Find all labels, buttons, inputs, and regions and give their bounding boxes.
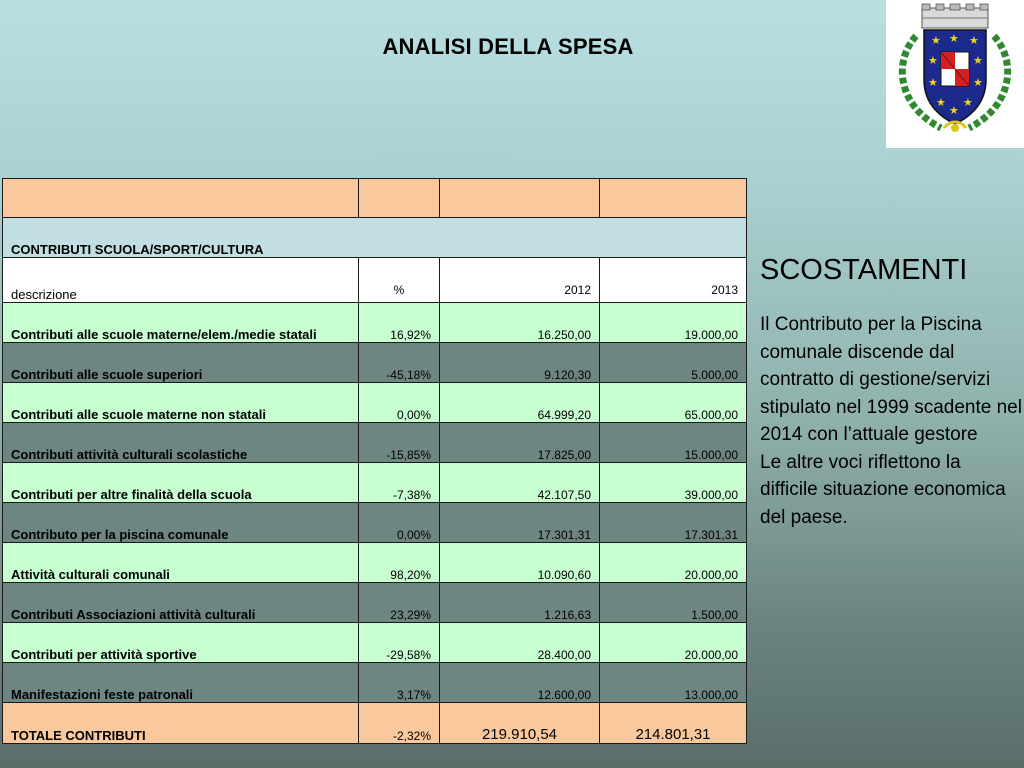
row-2012: 1.216,63 — [440, 583, 600, 623]
row-percent: -7,38% — [359, 463, 440, 503]
row-description: Contributi per altre finalità della scuola — [3, 463, 359, 503]
svg-text:★: ★ — [973, 54, 983, 67]
row-description: Contributi alle scuole superiori — [3, 343, 359, 383]
row-2013: 15.000,00 — [600, 423, 747, 463]
col-header-2012: 2012 — [440, 258, 600, 303]
table-row — [3, 663, 747, 703]
row-2013: 20.000,00 — [600, 623, 747, 663]
row-description: Contributi alle scuole materne/elem./medie statali — [3, 303, 359, 343]
table-row — [3, 623, 747, 663]
header-cell — [3, 179, 359, 218]
svg-text:★: ★ — [936, 96, 946, 109]
row-description: Contributi alle scuole materne non statali — [3, 383, 359, 423]
table-row — [3, 303, 747, 343]
coat-of-arms-icon — [886, 0, 1024, 148]
row-percent: 16,92% — [359, 303, 440, 343]
row-description: Contributi attività culturali scolastiche — [3, 423, 359, 463]
row-2012: 12.600,00 — [440, 663, 600, 703]
total-label: TOTALE CONTRIBUTI — [3, 703, 359, 744]
table-row — [3, 583, 747, 623]
row-description: Contributi Associazioni attività culturali — [3, 583, 359, 623]
row-percent: 0,00% — [359, 503, 440, 543]
row-2012: 64.999,20 — [440, 383, 600, 423]
scostamenti-panel — [760, 254, 1022, 531]
header-cell — [440, 179, 600, 218]
row-percent: -45,18% — [359, 343, 440, 383]
total-2013: 214.801,31 — [600, 703, 747, 744]
row-2013: 65.000,00 — [600, 383, 747, 423]
row-percent: 98,20% — [359, 543, 440, 583]
expense-table — [2, 178, 747, 744]
table-row — [3, 343, 747, 383]
svg-text:★: ★ — [928, 76, 938, 89]
svg-text:★: ★ — [949, 104, 959, 117]
total-2012: 219.910,54 — [440, 703, 600, 744]
row-2013: 17.301,31 — [600, 503, 747, 543]
row-2012: 42.107,50 — [440, 463, 600, 503]
col-header-2013: 2013 — [600, 258, 747, 303]
col-header-descrizione: descrizione — [3, 258, 359, 303]
svg-text:★: ★ — [963, 96, 973, 109]
header-cell — [600, 179, 747, 218]
svg-text:★: ★ — [931, 34, 941, 47]
row-percent: -29,58% — [359, 623, 440, 663]
row-2013: 1.500,00 — [600, 583, 747, 623]
table-row — [3, 463, 747, 503]
row-percent: 0,00% — [359, 383, 440, 423]
total-percent: -2,32% — [359, 703, 440, 744]
table-row — [3, 423, 747, 463]
row-2012: 17.825,00 — [440, 423, 600, 463]
slide-title: ANALISI DELLA SPESA — [382, 34, 634, 59]
row-description: Attività culturali comunali — [3, 543, 359, 583]
row-2013: 13.000,00 — [600, 663, 747, 703]
header-cell — [359, 179, 440, 218]
scostamenti-paragraph-1: Il Contributo per la Piscina comunale discende dal contratto di gestione/servizi stipulato nel 1999 scadente nel 2014 con l’attuale gestore — [760, 314, 1022, 445]
section-title: CONTRIBUTI SCUOLA/SPORT/CULTURA — [3, 218, 747, 258]
row-description: Contributo per la piscina comunale — [3, 503, 359, 543]
scostamenti-heading: SCOSTAMENTI — [760, 254, 968, 286]
svg-text:★: ★ — [949, 32, 959, 45]
row-2012: 16.250,00 — [440, 303, 600, 343]
row-2012: 9.120,30 — [440, 343, 600, 383]
row-percent: 3,17% — [359, 663, 440, 703]
svg-text:★: ★ — [969, 34, 979, 47]
svg-text:★: ★ — [928, 54, 938, 67]
table-row — [3, 503, 747, 543]
row-2013: 5.000,00 — [600, 343, 747, 383]
row-description: Manifestazioni feste patronali — [3, 663, 359, 703]
row-2012: 10.090,60 — [440, 543, 600, 583]
svg-text:★: ★ — [973, 76, 983, 89]
scostamenti-paragraph-2: Le altre voci riflettono la difficile situazione economica del paese. — [760, 451, 1006, 528]
table-row — [3, 543, 747, 583]
col-header-percent: % — [359, 258, 440, 303]
table-row — [3, 383, 747, 423]
row-2013: 39.000,00 — [600, 463, 747, 503]
section-title-row — [3, 218, 747, 258]
row-2013: 19.000,00 — [600, 303, 747, 343]
row-2012: 17.301,31 — [440, 503, 600, 543]
row-percent: -15,85% — [359, 423, 440, 463]
row-2013: 20.000,00 — [600, 543, 747, 583]
row-2012: 28.400,00 — [440, 623, 600, 663]
column-header-row — [3, 258, 747, 303]
total-row — [3, 703, 747, 744]
table-header-band — [3, 179, 747, 218]
row-percent: 23,29% — [359, 583, 440, 623]
row-description: Contributi per attività sportive — [3, 623, 359, 663]
coat-of-arms-graphic — [886, 0, 1024, 148]
